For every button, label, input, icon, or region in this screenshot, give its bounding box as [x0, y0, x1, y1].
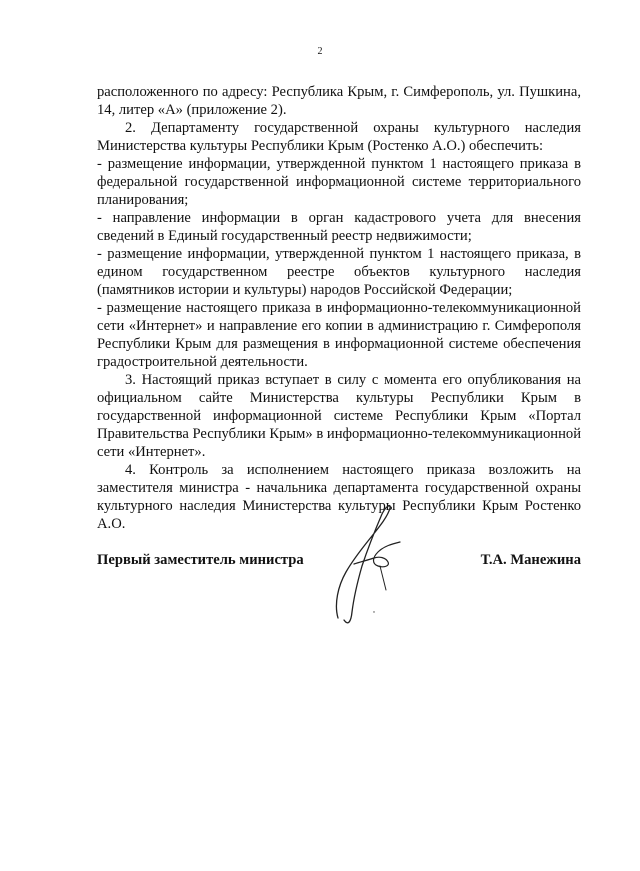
paragraph: 2. Департаменту государственной охраны культурного наследия Министерства культуры Республики Крым (Ростенко А.О.) обеспечить: [97, 120, 581, 154]
signatory-name: Т.А. Манежина [480, 552, 581, 568]
signatory-role: Первый заместитель министра [97, 552, 304, 568]
paragraph: - размещение информации, утвержденной пунктом 1 настоящего приказа в федеральной государственной информационной системе территориального планирования; [97, 156, 581, 208]
paragraph: - направление информации в орган кадастрового учета для внесения сведений в Единый государственный реестр недвижимости; [97, 210, 581, 244]
page-number: 2 [317, 46, 323, 57]
paragraph: 4. Контроль за исполнением настоящего приказа возложить на заместителя министра - начальника департамента государственной охраны культурного наследия Министерства культуры Республики Крым Ростенко А.О. [97, 462, 581, 532]
paragraph: - размещение информации, утвержденной пунктом 1 настоящего приказа, в едином государственном реестре объектов культурного наследия (памятников истории и культуры) народов Российской Федерации; [97, 246, 581, 298]
document-body [97, 83, 581, 533]
paragraph: 3. Настоящий приказ вступает в силу с момента его опубликования на официальном сайте Министерства культуры Республики Крым в государственной информационной системе Республики Крым «Портал Правительства Республики Крым» в информационно-телекоммуникационной сети «Интернет». [97, 372, 582, 460]
paragraph: расположенного по адресу: Республика Крым, г. Симферополь, ул. Пушкина, 14, литер «А» (приложение 2). [97, 84, 581, 118]
paragraph: - размещение настоящего приказа в информационно-телекоммуникационной сети «Интернет» и направление его копии в администрацию г. Симферополя Республики Крым для размещения в информационной системе обеспечения градостроительной деятельности. [97, 300, 581, 370]
handwritten-signature [328, 500, 418, 630]
